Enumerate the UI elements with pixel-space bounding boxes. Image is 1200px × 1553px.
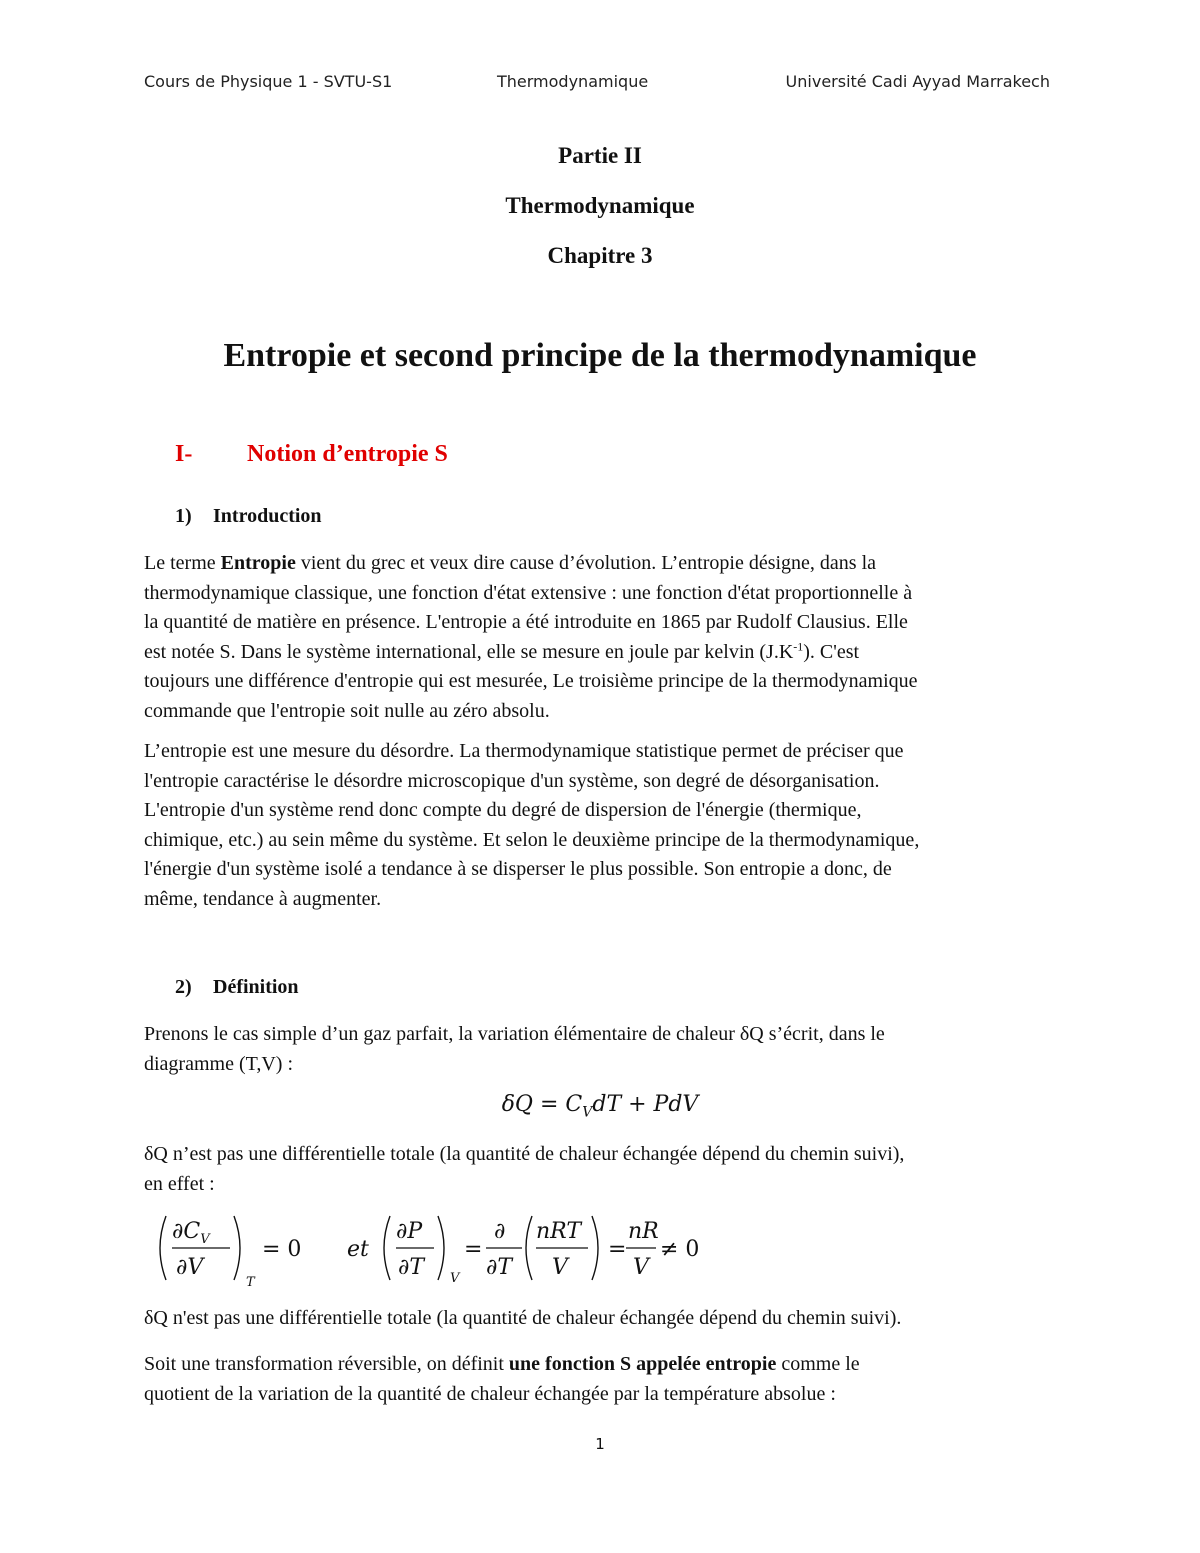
text-line: Prenons le cas simple d’un gaz parfait, la variation élémentaire de chaleur δQ s’écrit, dans le (144, 1023, 885, 1045)
section-number: I- (175, 441, 193, 467)
term-entropie: Entropie (220, 552, 296, 574)
svg-text:T: T (246, 1275, 255, 1288)
chapter-title: Chapitre 3 (547, 243, 653, 268)
repeat-paragraph (144, 1304, 1064, 1334)
svg-text:V: V (633, 1255, 649, 1280)
svg-text:∂T: ∂T (398, 1255, 425, 1280)
text-line: L’entropie est une mesure du désordre. La thermodynamique statistique permet de préciser que (144, 740, 904, 762)
svg-text:=: = (608, 1237, 627, 1262)
text-line: même, tendance à augmenter. (144, 887, 382, 910)
svg-text:= 0: = 0 (262, 1237, 302, 1262)
disorder-paragraph (144, 737, 1064, 914)
header-university: Université Cadi Ayyad Marrakech (785, 72, 1050, 91)
svg-text:∂: ∂ (494, 1219, 506, 1244)
text-line: thermodynamique classique, une fonction d'état extensive : une fonction d'état proportionnelle à (144, 581, 913, 604)
svg-text:∂T: ∂T (486, 1255, 513, 1280)
et-label: et (347, 1237, 369, 1262)
svg-text:V: V (450, 1271, 460, 1286)
text-line: est notée S. Dans le système international, elle se mesure en joule par kelvin $(J.K^{-1})$. C'est (144, 638, 860, 663)
text-line: Le terme Entropie vient du grec et veux dire cause d’évolution. L’entropie désigne, dans la (144, 552, 877, 574)
heat-equation: $\delta Q = C_VdT$ + PdV (501, 1092, 699, 1121)
svg-text:∂CV: $\partial C_V$ (172, 1219, 210, 1247)
subject-title: Thermodynamique (505, 193, 695, 218)
svg-text:V: V (552, 1255, 568, 1280)
subsection-number: 1) (175, 505, 192, 527)
section-heading (175, 441, 448, 468)
text-line: δQ n'est pas une différentielle totale (la quantité de chaleur échangée dépend du chemin suivi). (144, 1307, 902, 1329)
svg-text:=: = (464, 1237, 483, 1262)
svg-text:nRT: nRT (536, 1219, 582, 1244)
subsection-number: 2) (175, 976, 192, 998)
text-line: commande que l'entropie soit nulle au zéro absolu. (144, 699, 550, 722)
intro-paragraph (144, 549, 1064, 726)
part-title: Partie II (558, 143, 642, 168)
text-line: L'entropie d'un système rend donc compte du degré de dispersion de l'énergie (thermique, (144, 799, 862, 821)
text-line: quotient de la variation de la quantité de chaleur échangée par la température absolue : (144, 1382, 836, 1405)
subsection-title: Définition (213, 976, 299, 998)
header-course: Cours de Physique 1 - SVTU-S1 (144, 72, 393, 91)
page-title: Entropie et second principe de la thermodynamique (223, 337, 977, 374)
entropy-function-term: une fonction S appelée entropie (508, 1353, 777, 1375)
numerator-dcv: ∂C (172, 1219, 201, 1244)
denominator-dv: ∂V (176, 1255, 204, 1280)
subsection-title: Introduction (213, 505, 322, 527)
svg-text:∂P: ∂P (396, 1219, 423, 1244)
svg-text:nR: nR (628, 1219, 659, 1244)
svg-text:≠ 0: ≠ 0 (660, 1237, 700, 1262)
partial-derivatives-equation (152, 1208, 712, 1288)
text-line: l'entropie caractérise le désordre microscopique d'un système, son degré de désorganisation. (144, 769, 880, 792)
text-line: la quantité de matière en présence. L'entropie a été introduite en 1865 par Rudolf Clausius. Elle (144, 611, 908, 633)
subsection-definition (175, 976, 299, 999)
text-line: l'énergie d'un système isolé a tendance à se disperser le plus possible. Son entropie a donc, de (144, 858, 892, 880)
text-line: en effet : (144, 1172, 215, 1195)
page-number: 1 (595, 1435, 605, 1453)
section-title: Notion d’entropie S (247, 441, 448, 467)
text-line: Soit une transformation réversible, on définit une fonction S appelée entropie comme le (144, 1353, 860, 1375)
text-line: δQ n’est pas une différentielle totale (la quantité de chaleur échangée dépend du chemin suivi), (144, 1143, 905, 1165)
header-subject: Thermodynamique (497, 72, 649, 91)
text-line: chimique, etc.) au sein même du système. Et selon le deuxième principe de la thermodynamique, (144, 828, 920, 851)
not-total-paragraph (144, 1140, 1064, 1199)
entropy-definition-paragraph (144, 1350, 1064, 1409)
definition-paragraph (144, 1020, 1064, 1079)
text-line: diagramme (T,V) : (144, 1052, 294, 1075)
text-line: toujours une différence d'entropie qui est mesurée, Le troisième principe de la thermodynamique (144, 670, 918, 692)
subsection-introduction (175, 505, 322, 528)
